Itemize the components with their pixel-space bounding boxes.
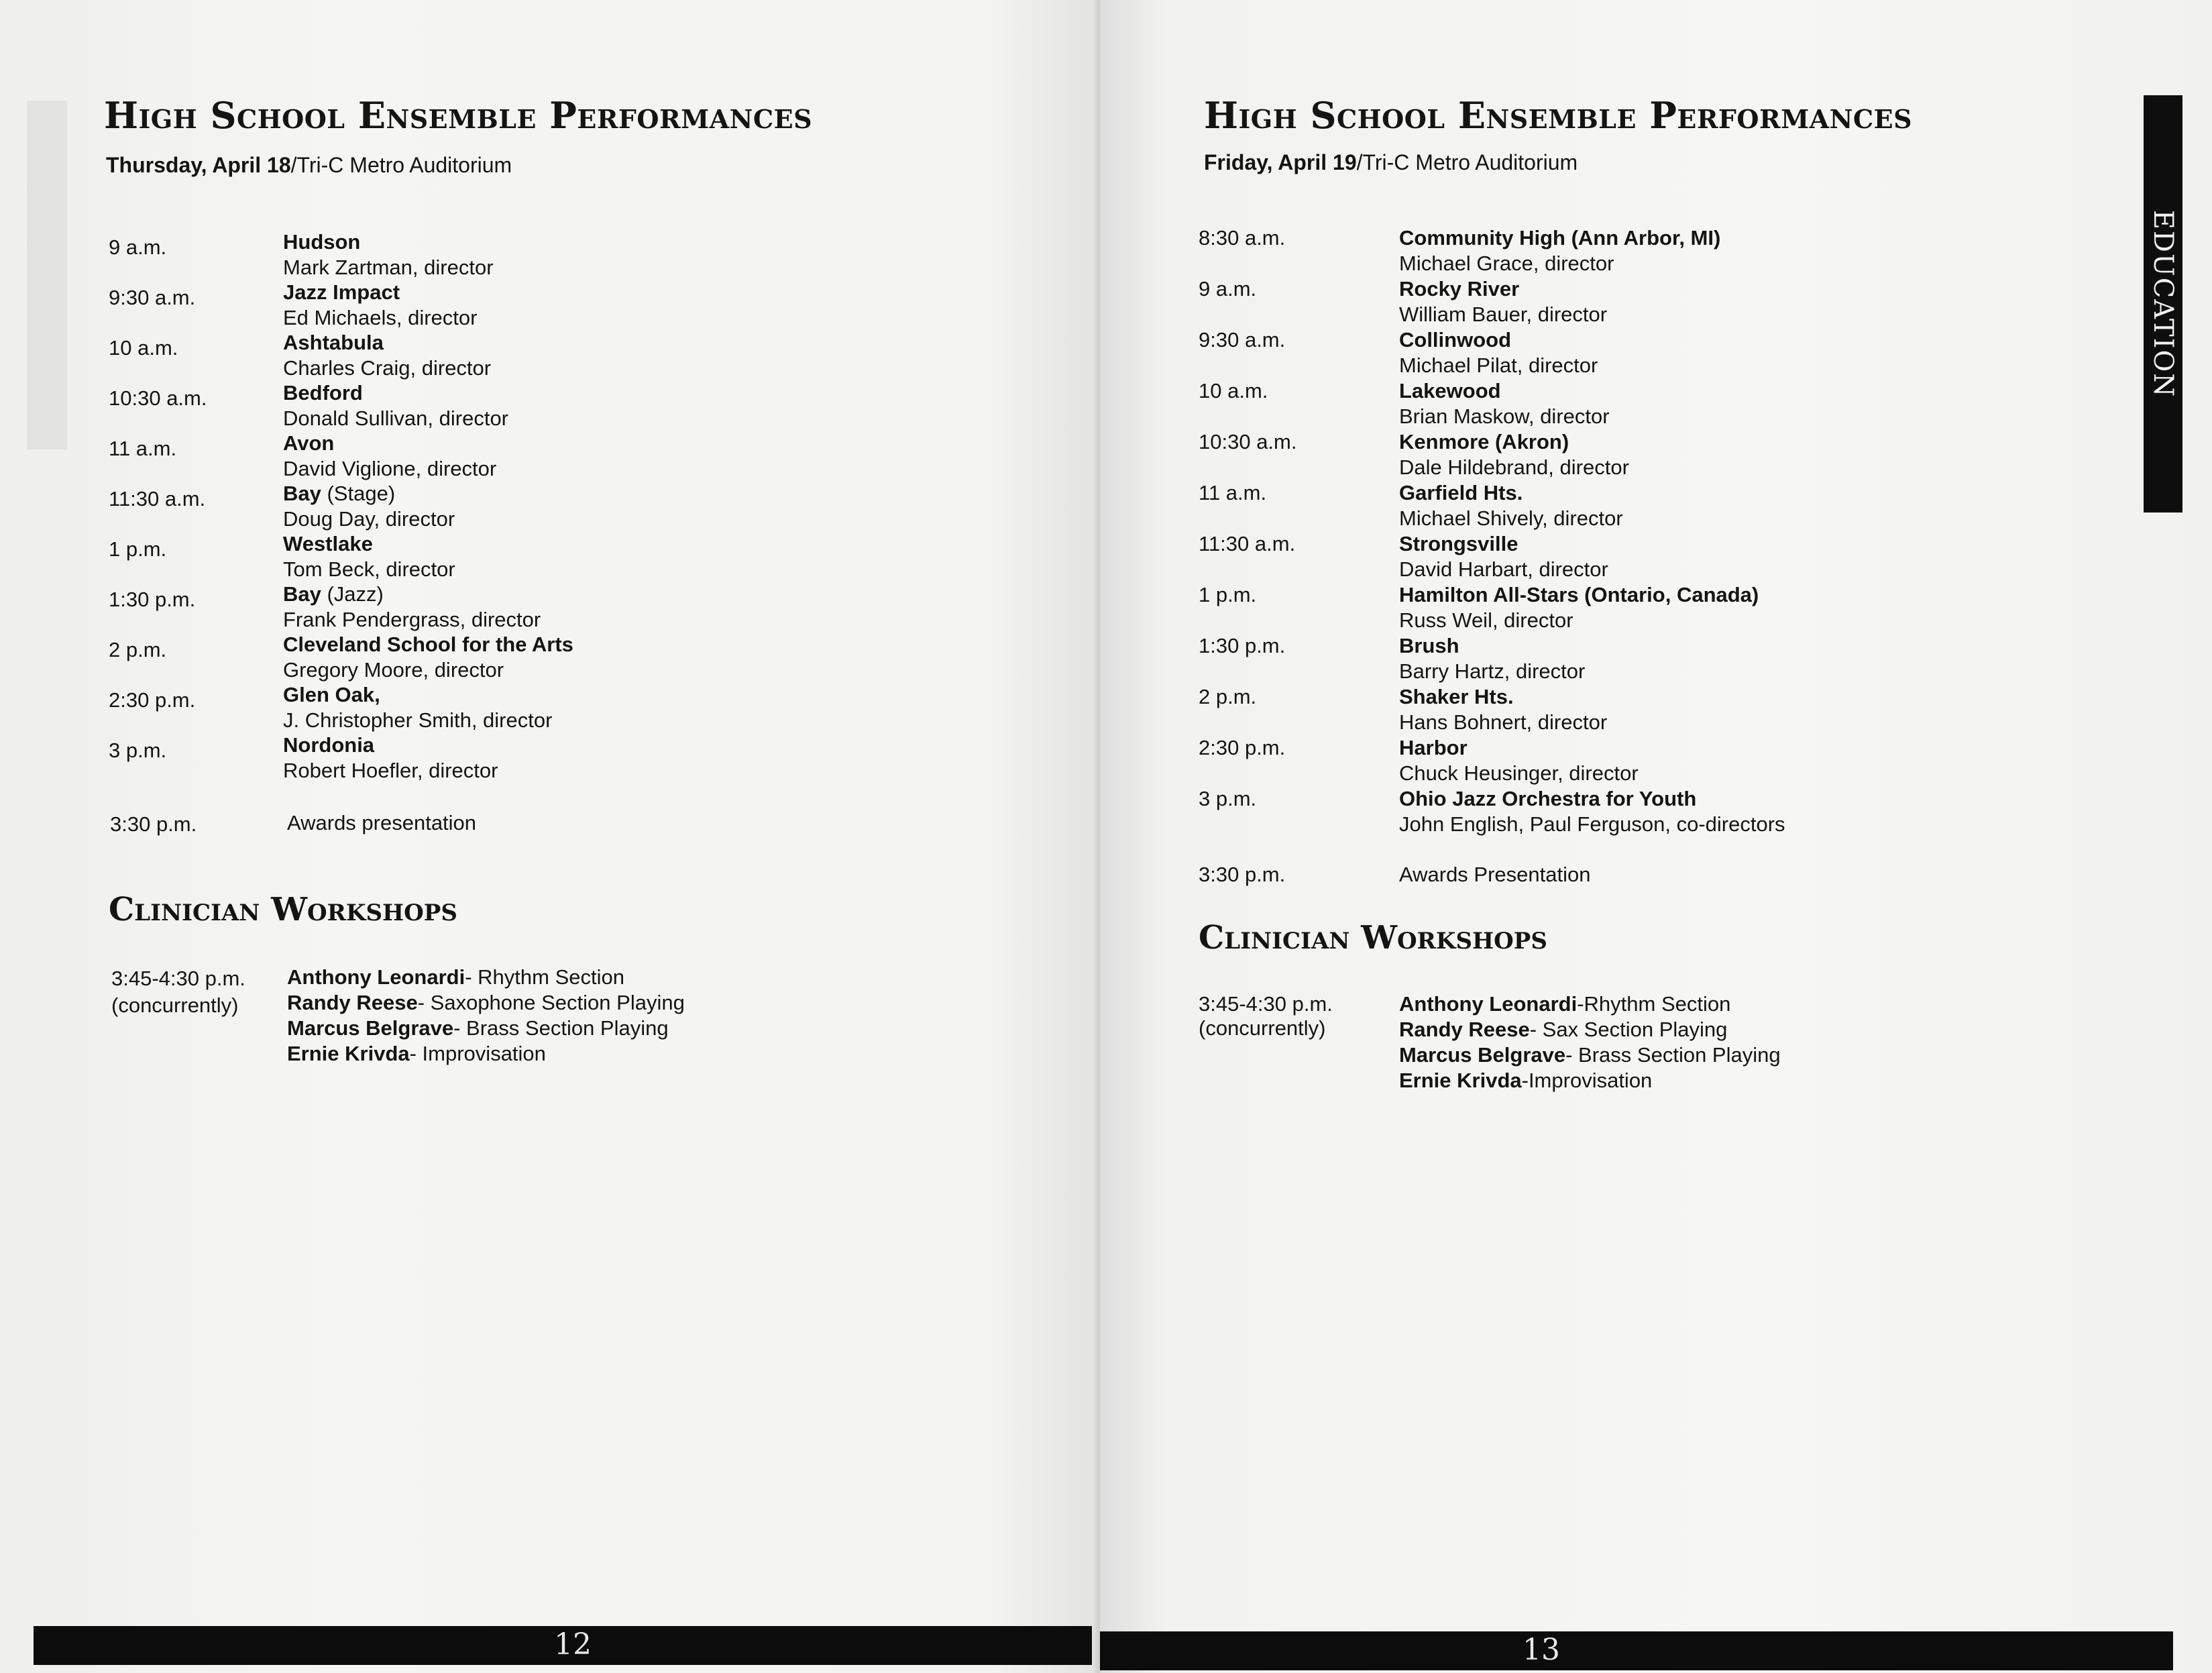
schedule-time: 2:30 p.m.: [1199, 736, 1286, 759]
workshop-item: [287, 990, 685, 1016]
awards-label: Awards presentation: [287, 811, 477, 834]
ensemble-director: Barry Hartz, director: [1399, 659, 1586, 683]
workshop-topic: - Rhythm Section: [465, 965, 624, 989]
right-page: [1100, 0, 2212, 1673]
left-page: [0, 0, 1100, 1673]
ensemble-name-line: [283, 531, 373, 557]
schedule-time: 11:30 a.m.: [1199, 532, 1296, 555]
ensemble-name: Ashtabula: [283, 331, 384, 354]
workshop-item: [287, 965, 624, 990]
ensemble-name: Bay: [283, 482, 321, 505]
ensemble-name: Avon: [283, 431, 335, 455]
page-subheading: [1204, 150, 1578, 175]
ensemble-name: Bay: [283, 582, 321, 606]
ensemble-name-line: [1399, 327, 1511, 353]
schedule-time: 11:30 a.m.: [109, 487, 206, 510]
ensemble-name-line: [1399, 480, 1523, 506]
ensemble-name-line: [1399, 786, 1696, 812]
schedule-time: 3 p.m.: [1199, 787, 1257, 810]
ensemble-note: (Stage): [321, 482, 396, 505]
ensemble-name-line: [283, 582, 384, 607]
schedule-time: 9 a.m.: [109, 235, 167, 259]
clinician-name: Ernie Krivda: [1399, 1069, 1522, 1092]
workshop-time: 3:45-4:30 p.m.: [1199, 992, 1333, 1016]
ensemble-name: Lakewood: [1399, 379, 1501, 402]
schedule-time: 1:30 p.m.: [1199, 634, 1286, 657]
schedule-time: 10:30 a.m.: [1199, 430, 1297, 453]
ensemble-name-line: [1399, 225, 1720, 251]
schedule-time: 10:30 a.m.: [109, 386, 207, 410]
ensemble-director: David Viglione, director: [283, 457, 497, 480]
event-venue: /Tri-C Metro Auditorium: [1356, 150, 1578, 174]
schedule-time: 1 p.m.: [1199, 583, 1257, 606]
page-heading: High School Ensemble Performances: [1204, 94, 1913, 137]
ensemble-director: Hans Bohnert, director: [1399, 710, 1608, 734]
ensemble-name: Community High (Ann Arbor, MI): [1399, 226, 1721, 250]
workshop-item: [1399, 1068, 1652, 1093]
workshop-topic: -Rhythm Section: [1577, 992, 1731, 1016]
ensemble-director: Robert Hoefler, director: [283, 759, 498, 782]
workshops-title: Clinician Workshops: [109, 891, 457, 928]
section-side-tab: [2144, 95, 2182, 512]
ensemble-name: Bedford: [283, 381, 363, 404]
ensemble-name-line: [283, 280, 400, 305]
schedule-time: 9 a.m.: [1199, 277, 1257, 301]
footer-bar: [1100, 1631, 2173, 1670]
event-venue: /Tri-C Metro Auditorium: [290, 153, 512, 177]
schedule-time: 2 p.m.: [1199, 685, 1257, 708]
clinician-name: Marcus Belgrave: [287, 1016, 454, 1040]
ensemble-name: Strongsville: [1399, 532, 1518, 555]
ensemble-name-line: [1399, 276, 1519, 302]
ensemble-name-line: [283, 682, 380, 708]
ensemble-name-line: [283, 431, 334, 456]
schedule-time: 3 p.m.: [109, 739, 167, 762]
ensemble-name: Harbor: [1399, 736, 1468, 759]
schedule-time: 2:30 p.m.: [109, 688, 196, 712]
ensemble-name: Nordonia: [283, 733, 375, 757]
event-day: Thursday, April 18: [106, 153, 291, 177]
ensemble-director: John English, Paul Ferguson, co-directors: [1399, 812, 1785, 836]
awards-time: 3:30 p.m.: [110, 812, 197, 836]
page-number: 13: [1523, 1633, 1560, 1667]
schedule-time: 2 p.m.: [109, 638, 167, 661]
ensemble-name-line: [283, 733, 374, 758]
ensemble-name-line: [283, 632, 573, 657]
clinician-name: Randy Reese: [287, 991, 418, 1014]
ensemble-note: (Jazz): [321, 582, 384, 606]
ensemble-director: Frank Pendergrass, director: [283, 608, 541, 631]
ensemble-director: Ed Michaels, director: [283, 306, 478, 329]
awards-label: Awards Presentation: [1399, 863, 1591, 886]
ensemble-director: Dale Hildebrand, director: [1399, 455, 1629, 479]
ensemble-director: Charles Craig, director: [283, 356, 492, 380]
ensemble-name-line: [283, 330, 384, 356]
clinician-name: Anthony Leonardi: [287, 965, 465, 989]
schedule-time: 1 p.m.: [109, 537, 167, 561]
ensemble-name: Hudson: [283, 230, 361, 254]
ensemble-director: Michael Shively, director: [1399, 506, 1623, 530]
ensemble-name: Shaker Hts.: [1399, 685, 1514, 708]
clinician-name: Marcus Belgrave: [1399, 1043, 1566, 1067]
workshop-item: [1399, 1017, 1727, 1042]
page-heading: High School Ensemble Performances: [104, 94, 813, 137]
ensemble-name: Brush: [1399, 634, 1459, 657]
awards-time: 3:30 p.m.: [1199, 863, 1286, 886]
ensemble-director: Donald Sullivan, director: [283, 407, 509, 430]
ensemble-name-line: [1399, 378, 1501, 404]
schedule-time: 9:30 a.m.: [109, 286, 196, 309]
ensemble-name: Glen Oak,: [283, 683, 380, 706]
ensemble-name-line: [1399, 531, 1518, 557]
workshop-topic: -Improvisation: [1521, 1069, 1653, 1092]
ensemble-name-line: [283, 380, 363, 406]
ensemble-director: Tom Beck, director: [283, 557, 455, 581]
ensemble-name-line: [283, 481, 395, 506]
ensemble-name-line: [1399, 429, 1569, 455]
ensemble-name: Westlake: [283, 532, 373, 555]
clinician-name: Anthony Leonardi: [1399, 992, 1578, 1016]
ensemble-director: Chuck Heusinger, director: [1399, 761, 1639, 785]
ensemble-name: Collinwood: [1399, 328, 1512, 352]
ensemble-director: Michael Grace, director: [1399, 252, 1614, 275]
ensemble-director: J. Christopher Smith, director: [283, 708, 553, 732]
workshop-item: [287, 1016, 669, 1041]
bleed-through-shadow: [27, 101, 67, 449]
schedule-time: 8:30 a.m.: [1199, 226, 1286, 250]
ensemble-name-line: [1399, 633, 1459, 659]
schedule-time: 9:30 a.m.: [1199, 328, 1286, 352]
ensemble-name: Kenmore (Akron): [1399, 430, 1569, 453]
ensemble-name: Hamilton All-Stars (Ontario, Canada): [1399, 583, 1759, 606]
workshops-title: Clinician Workshops: [1199, 919, 1547, 957]
workshop-topic: - Brass Section Playing: [1565, 1043, 1781, 1067]
workshop-topic: - Brass Section Playing: [453, 1016, 669, 1040]
ensemble-director: David Harbart, director: [1399, 557, 1608, 581]
ensemble-name: Rocky River: [1399, 277, 1520, 301]
workshop-topic: - Improvisation: [409, 1042, 546, 1065]
ensemble-director: Doug Day, director: [283, 507, 455, 531]
workshop-topic: - Saxophone Section Playing: [417, 991, 685, 1014]
workshop-item: [1399, 1042, 1781, 1068]
workshop-item: [287, 1041, 546, 1067]
side-tab-label: EDUCATION: [2148, 209, 2178, 398]
ensemble-name-line: [283, 229, 360, 255]
schedule-time: 10 a.m.: [1199, 379, 1268, 402]
ensemble-name: Jazz Impact: [283, 280, 400, 304]
workshop-time: 3:45-4:30 p.m.: [111, 967, 245, 990]
ensemble-director: Russ Weil, director: [1399, 608, 1573, 632]
schedule-time: 10 a.m.: [109, 336, 178, 360]
page-number: 12: [554, 1627, 592, 1662]
clinician-name: Ernie Krivda: [287, 1042, 410, 1065]
ensemble-director: Mark Zartman, director: [283, 256, 494, 279]
ensemble-director: Gregory Moore, director: [283, 658, 504, 682]
event-day: Friday, April 19: [1204, 150, 1357, 174]
ensemble-name-line: [1399, 684, 1514, 710]
ensemble-name: Cleveland School for the Arts: [283, 633, 573, 656]
workshop-item: [1399, 991, 1730, 1017]
ensemble-name-line: [1399, 735, 1468, 761]
ensemble-director: Brian Maskow, director: [1399, 404, 1610, 428]
schedule-time: 1:30 p.m.: [109, 588, 196, 611]
workshop-topic: - Sax Section Playing: [1529, 1018, 1728, 1041]
ensemble-name-line: [1399, 582, 1759, 608]
workshop-note: (concurrently): [1199, 1016, 1326, 1040]
ensemble-director: Michael Pilat, director: [1399, 354, 1598, 377]
workshop-note: (concurrently): [111, 993, 239, 1017]
clinician-name: Randy Reese: [1399, 1018, 1530, 1041]
ensemble-name: Garfield Hts.: [1399, 481, 1523, 504]
ensemble-director: William Bauer, director: [1399, 303, 1608, 326]
page-subheading: [106, 153, 512, 178]
schedule-time: 11 a.m.: [109, 437, 177, 460]
schedule-time: 11 a.m.: [1199, 481, 1267, 504]
ensemble-name: Ohio Jazz Orchestra for Youth: [1399, 787, 1697, 810]
